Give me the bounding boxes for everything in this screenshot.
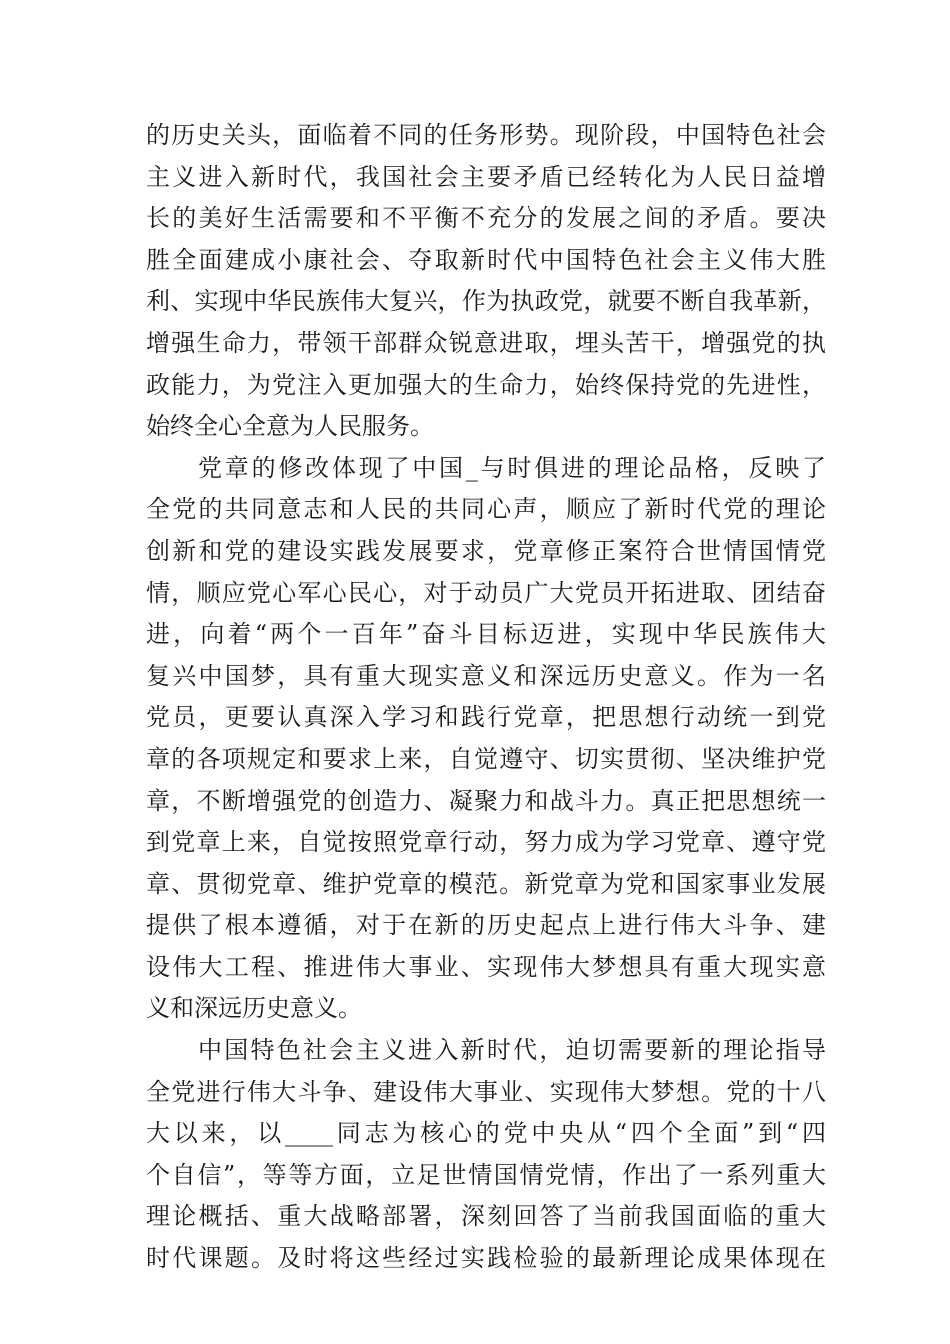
text-line: 义和深远历史意义。 <box>146 994 362 1023</box>
text-line: 利、实现中华民族伟大复兴，作为执政党，就要不断自我革新， <box>146 287 826 316</box>
text-line: 党员，更要认真深入学习和践行党章，把思想行动统一到党 <box>146 703 826 732</box>
text-line: 设伟大工程、推进伟大事业、实现伟大梦想具有重大现实意 <box>146 952 826 981</box>
paragraph <box>146 115 826 448</box>
text-line: 中国特色社会主义进入新时代，迫切需要新的理论指导 <box>198 1036 826 1065</box>
text-line: 章的各项规定和要求上来，自觉遵守、切实贯彻、坚决维护党 <box>146 744 826 773</box>
text-line: 理论概括、重大战略部署，深刻回答了当前我国面临的重大 <box>146 1202 826 1231</box>
text-line: 复兴中国梦，具有重大现实意义和深远历史意义。作为一名 <box>146 661 826 690</box>
text-line: 章、贯彻党章、维护党章的模范。新党章为党和国家事业发展 <box>146 869 826 898</box>
text-line: 大以来，以____同志为核心的党中央从“四个全面”到“四 <box>146 1119 826 1148</box>
text-line: 个自信”，等等方面，立足世情国情党情，作出了一系列重大 <box>146 1160 826 1189</box>
text-line: 全党的共同意志和人民的共同心声，顺应了新时代党的理论 <box>146 495 826 524</box>
text-line: 主义进入新时代，我国社会主要矛盾已经转化为人民日益增 <box>146 162 826 191</box>
paragraph <box>146 1030 826 1280</box>
text-line: 到党章上来，自觉按照党章行动，努力成为学习党章、遵守党 <box>146 828 826 857</box>
text-line: 提供了根本遵循，对于在新的历史起点上进行伟大斗争、建 <box>146 911 826 940</box>
paragraph <box>146 448 826 1030</box>
text-line: 政能力，为党注入更加强大的生命力，始终保持党的先进性， <box>146 370 826 399</box>
text-line: 情，顺应党心军心民心，对于动员广大党员开拓进取、团结奋 <box>146 578 826 607</box>
text-line: 胜全面建成小康社会、夺取新时代中国特色社会主义伟大胜 <box>146 245 826 274</box>
text-line: 全党进行伟大斗争、建设伟大事业、实现伟大梦想。党的十八 <box>146 1077 826 1106</box>
text-line: 章，不断增强党的创造力、凝聚力和战斗力。真正把思想统一 <box>146 786 826 815</box>
text-line: 党章的修改体现了中国_与时俱进的理论品格，反映了 <box>198 453 826 482</box>
text-line: 长的美好生活需要和不平衡不充分的发展之间的矛盾。要决 <box>146 204 826 233</box>
text-line: 进，向着“两个一百年”奋斗目标迈进，实现中华民族伟大 <box>146 620 826 649</box>
text-line: 增强生命力，带领干部群众锐意进取，埋头苦干，增强党的执 <box>146 328 826 357</box>
text-line: 时代课题。及时将这些经过实践检验的最新理论成果体现在 <box>146 1244 826 1273</box>
text-line: 的历史关头，面临着不同的任务形势。现阶段，中国特色社会 <box>146 121 826 149</box>
text-line: 创新和党的建设实践发展要求，党章修正案符合世情国情党 <box>146 536 826 565</box>
body-text <box>146 115 826 1280</box>
text-line: 始终全心全意为人民服务。 <box>146 412 434 441</box>
